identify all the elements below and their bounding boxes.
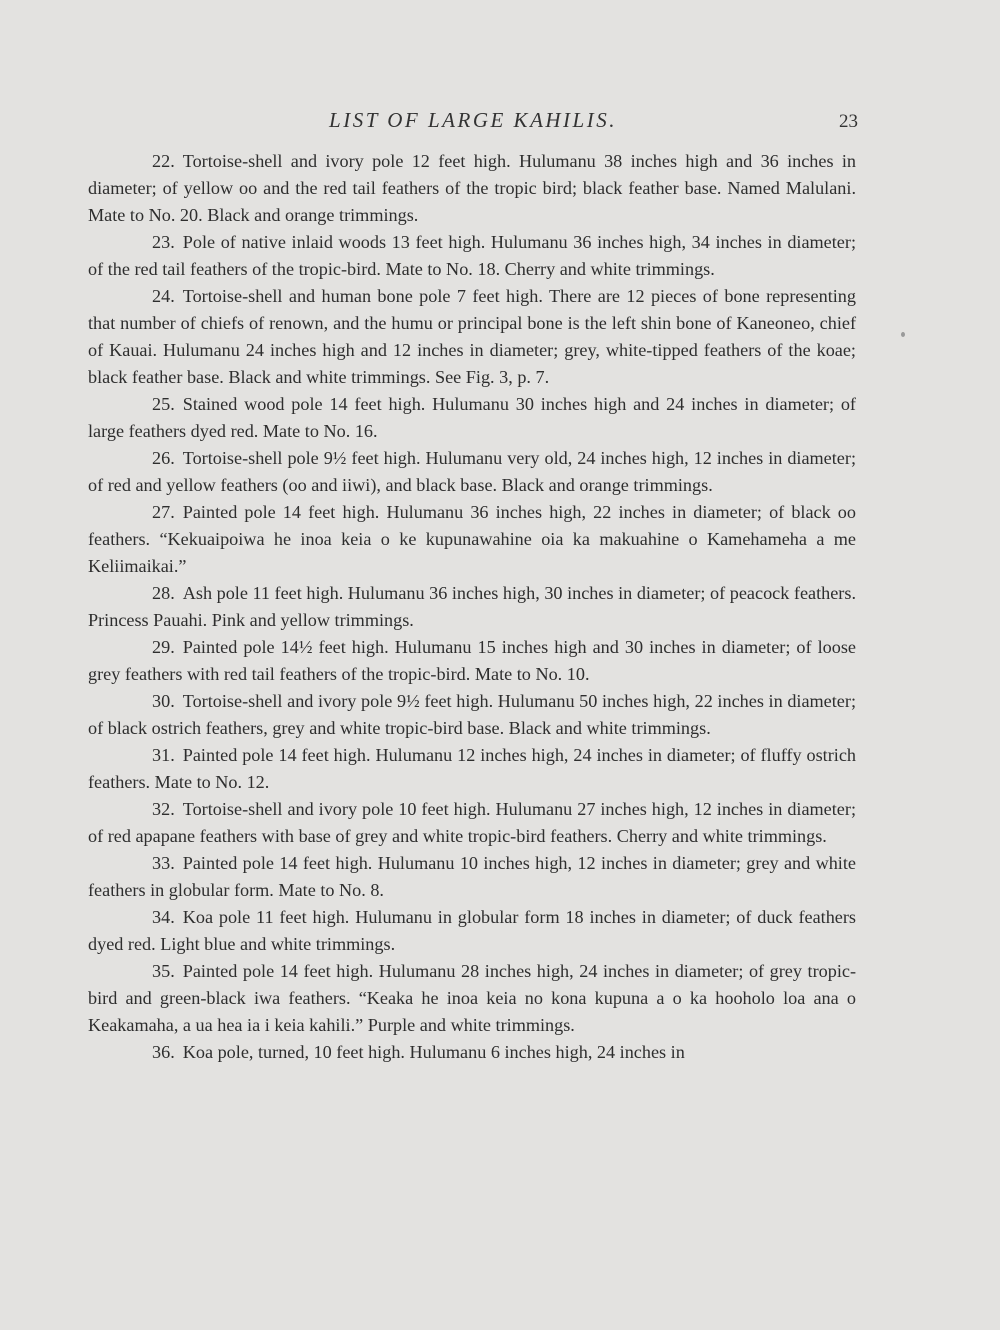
running-title: LIST OF LARGE KAHILIS.	[329, 108, 617, 132]
entry-text: Painted pole 14 feet high. Hulumanu 12 inches high, 24 inches in diameter; of fluffy ostrich feathers. Mate to No. 12.	[88, 745, 856, 792]
entry-text: Painted pole 14 feet high. Hulumanu 10 inches high, 12 inches in diameter; grey and white feathers in globular form. Mate to No. 8.	[88, 853, 856, 900]
paper-speck	[901, 332, 905, 337]
entry-number: 32.	[152, 799, 175, 819]
list-item	[88, 499, 856, 580]
entry-text: Painted pole 14½ feet high. Hulumanu 15 inches high and 30 inches in diameter; of loose grey feathers with red tail feathers of the tropic-bird. Mate to No. 10.	[88, 637, 856, 684]
entry-text: Koa pole 11 feet high. Hulumanu in globular form 18 inches in diameter; of duck feathers dyed red. Light blue and white trimmings.	[88, 907, 856, 954]
entry-number: 22.	[152, 151, 175, 171]
list-item	[88, 580, 856, 634]
entry-number: 30.	[152, 691, 175, 711]
entry-number: 28.	[152, 583, 175, 603]
page-number: 23	[839, 111, 858, 132]
entry-text: Pole of native inlaid woods 13 feet high. Hulumanu 36 inches high, 34 inches in diameter; of the red tail feathers of the tropic-bird. Mate to No. 18. Cherry and white trimmings.	[88, 232, 856, 279]
entry-number: 25.	[152, 394, 175, 414]
entry-text: Painted pole 14 feet high. Hulumanu 28 inches high, 24 inches in diameter; of grey tropic-bird and green-black iwa feathers. “Keaka he inoa keia no kona kupuna a o ka hooholo loa ana o Keakamaha, a ua hea ia i keia kahili.” Purple and white trimmings.	[88, 961, 856, 1035]
kahili-list	[88, 148, 856, 1066]
entry-number: 27.	[152, 502, 175, 522]
list-item	[88, 229, 856, 283]
list-item	[88, 904, 856, 958]
page-header	[88, 108, 858, 138]
list-item	[88, 796, 856, 850]
entry-number: 24.	[152, 286, 175, 306]
entry-number: 26.	[152, 448, 175, 468]
entry-text: Tortoise-shell and ivory pole 9½ feet high. Hulumanu 50 inches high, 22 inches in diameter; of black ostrich feathers, grey and white tropic-bird base. Black and white trimmings.	[88, 691, 856, 738]
entry-text: Painted pole 14 feet high. Hulumanu 36 inches high, 22 inches in diameter; of black oo feathers. “Kekuaipoiwa he inoa keia o ke kupunawahine oia ka makuahine o Kamehameha a me Keliimaikai.”	[88, 502, 856, 576]
list-item	[88, 634, 856, 688]
entry-number: 36.	[152, 1042, 175, 1062]
entry-text: Tortoise-shell and human bone pole 7 feet high. There are 12 pieces of bone representing that number of chiefs of renown, and the humu or principal bone is the left shin bone of Kaneoneo, chief of Kauai. Hulumanu 24 inches high and 12 inches in diameter; grey, white-tipped feathers of the koae; black feather base. Black and white trimmings. See Fig. 3, p. 7.	[88, 286, 856, 387]
entry-text: Tortoise-shell and ivory pole 10 feet high. Hulumanu 27 inches high, 12 inches in diameter; of red apapane feathers with base of grey and white tropic-bird feathers. Cherry and white trimmings.	[88, 799, 856, 846]
entry-text: Koa pole, turned, 10 feet high. Hulumanu 6 inches high, 24 inches in	[182, 1042, 685, 1062]
list-item	[88, 445, 856, 499]
entry-text: Stained wood pole 14 feet high. Hulumanu 30 inches high and 24 inches in diameter; of large feathers dyed red. Mate to No. 16.	[88, 394, 856, 441]
list-item	[88, 742, 856, 796]
entry-text: Ash pole 11 feet high. Hulumanu 36 inches high, 30 inches in diameter; of peacock feathers. Princess Pauahi. Pink and yellow trimmings.	[88, 583, 856, 630]
entry-text: Tortoise-shell and ivory pole 12 feet high. Hulumanu 38 inches high and 36 inches in diameter; of yellow oo and the red tail feathers of the tropic bird; black feather base. Named Malulani. Mate to No. 20. Black and orange trimmings.	[88, 151, 856, 225]
entry-number: 34.	[152, 907, 175, 927]
list-item	[88, 283, 856, 391]
entry-text: Tortoise-shell pole 9½ feet high. Hulumanu very old, 24 inches high, 12 inches in diameter; of red and yellow feathers (oo and iiwi), and black base. Black and orange trimmings.	[88, 448, 856, 495]
entry-number: 29.	[152, 637, 175, 657]
entry-number: 33.	[152, 853, 175, 873]
list-item	[88, 850, 856, 904]
list-item	[88, 688, 856, 742]
entry-number: 31.	[152, 745, 175, 765]
list-item	[88, 958, 856, 1039]
entry-number: 23.	[152, 232, 175, 252]
list-item	[88, 1039, 856, 1066]
list-item	[88, 148, 856, 229]
list-item	[88, 391, 856, 445]
entry-number: 35.	[152, 961, 175, 981]
